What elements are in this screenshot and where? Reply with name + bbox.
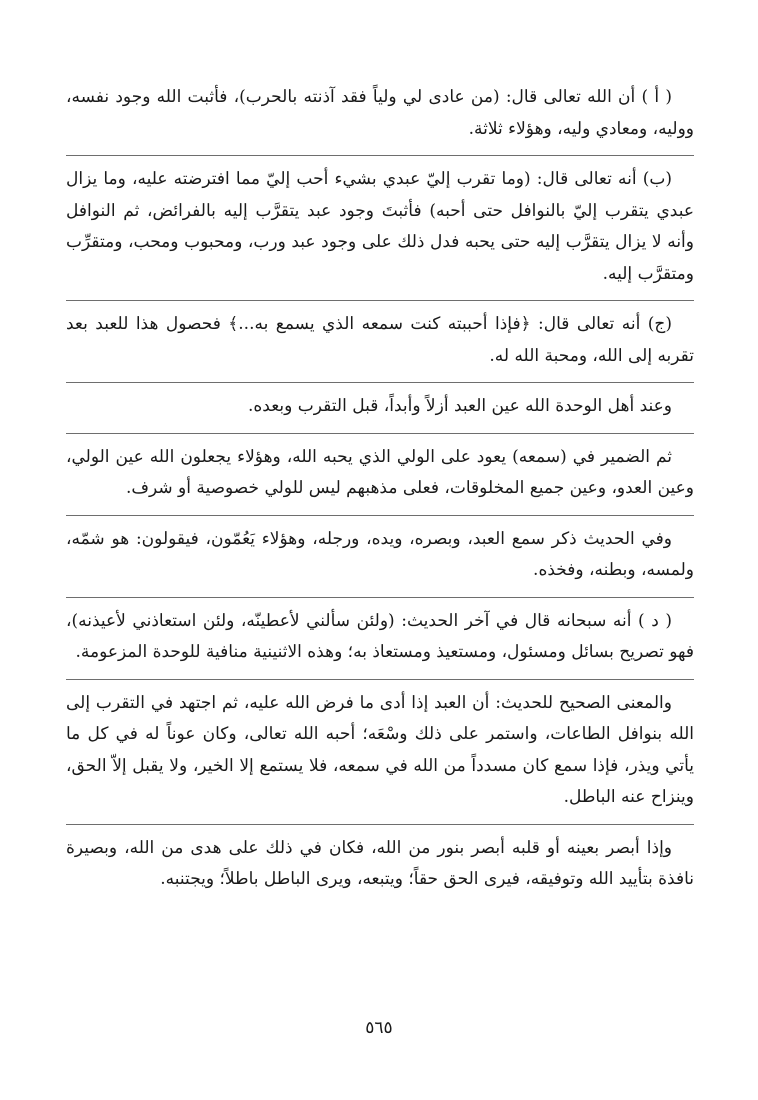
paragraph-correct-meaning: [66, 688, 694, 825]
paragraph-text: وعند أهل الوحدة الله عين العبد أزلاً وأبداً، قبل التقرب وبعده.: [248, 396, 672, 416]
paragraph-text: ( أ ) أن الله تعالى قال: (من عادى لي ولياً فقد آذنته بالحرب)، فأثبت الله وجود نفسه، ووليه، ومعادي وليه، وهؤلاء ثلاثة.: [66, 87, 694, 139]
paragraph-text: وإذا أبصر بعينه أو قلبه أبصر بنور من الله، فكان في ذلك على هدى من الله، وبصيرة نافذة بتأييد الله وتوفيقه، فيرى الحق حقاً؛ ويتبعه، ويرى الباطل باطلاً؛ ويجتنبه.: [66, 837, 694, 889]
paragraph-text: ( د ) أنه سبحانه قال في آخر الحديث: (ولئن سألني لأعطينّه، ولئن استعاذني لأعيذنه)، فهو تصريح بسائل ومسئول، ومستعيذ ومستعاذ به؛ وهذه الاثنينية منافية للوحدة المزعومة.: [66, 610, 694, 662]
page-body: [66, 82, 694, 904]
paragraph-pronoun: [66, 442, 694, 516]
paragraph-text: (ب) أنه تعالى قال: (وما تقرب إليّ عبدي بشيء أحب إليّ مما افترضته عليه، وما يزال عبدي يتقرب إليّ بالنوافل حتى أحبه) فأثبتَ وجود عبد يتقرَّب إليه بالفرائض، ثم النوافل وأنه لا يزال يتقرَّب إليه حتى يحبه فدل ذلك على وجود عبد ورب، ومحبوب ومحب، ومتقرِّب ومتقرَّب إليه.: [66, 169, 694, 284]
paragraph-unity-view: [66, 391, 694, 434]
paragraph-d: [66, 606, 694, 680]
page-number: ٥٦٥: [365, 1018, 393, 1038]
paragraph-a: [66, 82, 694, 156]
paragraph-b: [66, 164, 694, 301]
paragraph-text: (ج) أنه تعالى قال: ﴿فإذا أحببته كنت سمعه الذي يسمع به...﴾ فحصول هذا للعبد بعد تقربه إلى الله، ومحبة الله له.: [66, 314, 694, 366]
paragraph-sight: [66, 833, 694, 896]
paragraph-text: وفي الحديث ذكر سمع العبد، وبصره، ويده، ورجله، وهؤلاء يَعُمّون، فيقولون: هو شمّه، ولمسه، وبطنه، وفخذه.: [66, 528, 694, 580]
paragraph-hadith-senses: [66, 524, 694, 598]
paragraph-c: [66, 309, 694, 383]
paragraph-text: والمعنى الصحيح للحديث: أن العبد إذا أدى ما فرض الله عليه، ثم اجتهد في التقرب إلى الله بنوافل الطاعات، واستمر على ذلك وسْعَه؛ أحبه الله تعالى، وكان عوناً له في كل ما يأتي ويذر، فإذا سمع كان مسدداً من الله في سمعه، فلا يستمع إلا الخير، ولا يقبل إلاّ الحق، وينزاح عنه الباطل.: [66, 692, 694, 807]
paragraph-text: ثم الضمير في (سمعه) يعود على الولي الذي يحبه الله، وهؤلاء يجعلون الله عين الولي، وعين العدو، وعين جميع المخلوقات، فعلى مذهبهم ليس للولي خصوصية أو شرف.: [66, 446, 694, 498]
